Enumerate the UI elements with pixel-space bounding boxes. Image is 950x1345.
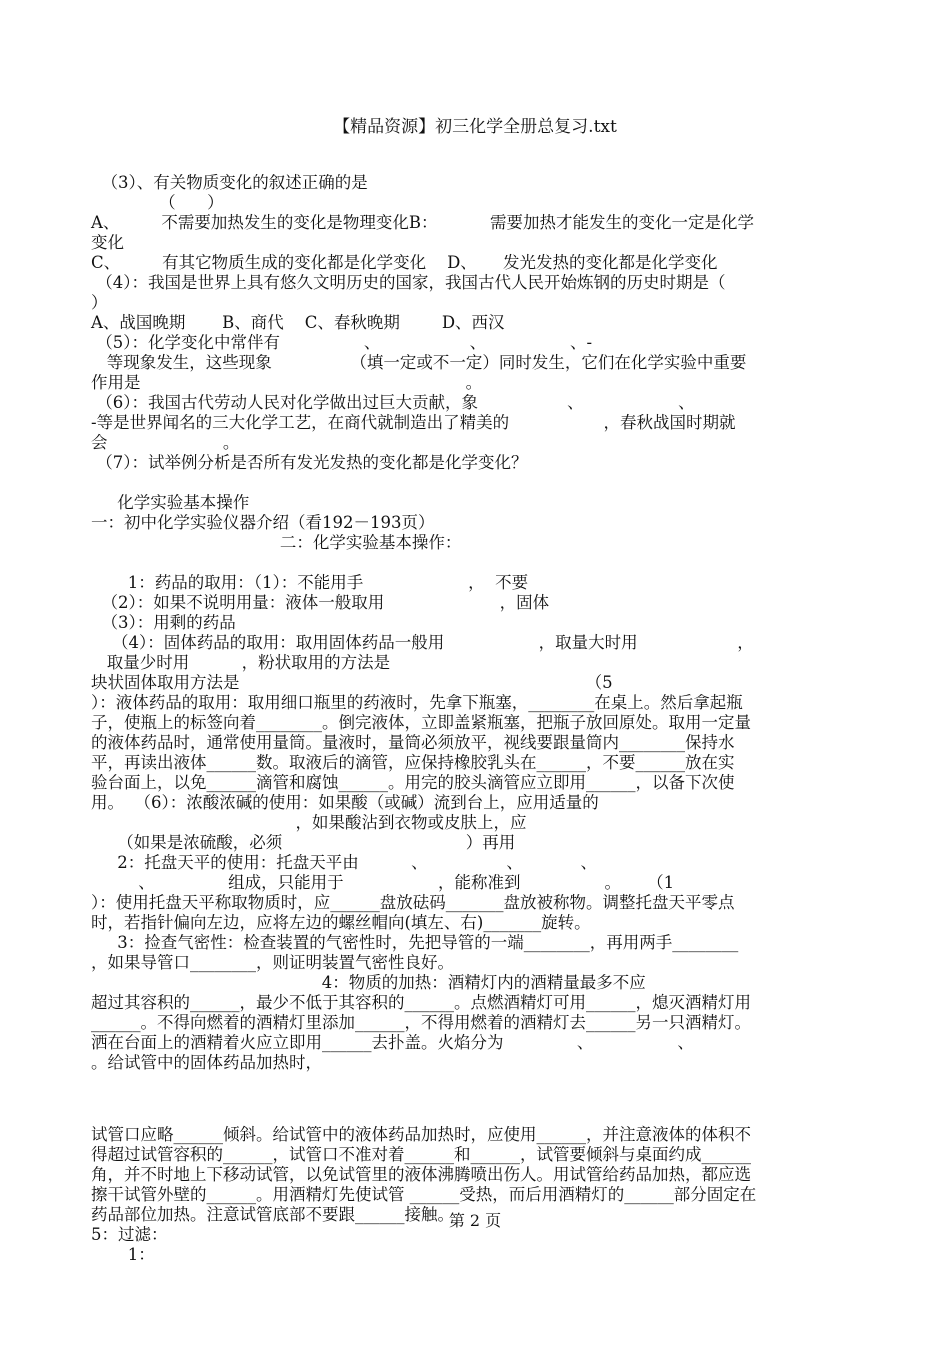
text-line: 变化	[91, 233, 124, 252]
text-line: 块状固体取用方法是 （5	[91, 673, 613, 692]
text-line: （4）：我国是世界上具有悠久文明历史的国家，我国古代人民开始炼钢的历史时期是（	[91, 273, 726, 292]
text-line: （5）：化学变化中常伴有 、 、 、-	[91, 333, 593, 352]
text-line: 试管口应略______倾斜。给试管中的液体药品加热时，应使用______，并注意液体的体积不	[91, 1125, 751, 1144]
text-line: 取量少时用 ，粉状取用的方法是	[91, 653, 391, 672]
text-line: 一：初中化学实验仪器介绍（看192－193页）	[91, 513, 435, 532]
text-line: ）：液体药品的取用：取用细口瓶里的药液时，先拿下瓶塞，________在桌上。然后拿起瓶	[91, 693, 743, 712]
section-heading: 化学实验基本操作	[91, 493, 250, 512]
text-line: 、 组成，只能用于 ，能称准到 。 （1	[91, 873, 675, 892]
text-line: 会 。	[91, 433, 240, 452]
text-line: 1：	[91, 1245, 155, 1264]
text-line: （6）：我国古代劳动人民对化学做出过巨大贡献，象 、 、	[91, 393, 695, 412]
text-line: ）	[91, 293, 108, 312]
text-line: -等是世界闻名的三大化学工艺，在商代就制造出了精美的 ，春秋战国时期就	[91, 413, 736, 432]
text-line: 5：过滤：	[91, 1225, 168, 1244]
text-line: 平，再读出液体______数。取液后的滴管，应保持橡胶乳头在______，不要______放在实	[91, 753, 735, 772]
document-title: 【精品资源】初三化学全册总复习.txt	[333, 117, 617, 137]
section-heading: 二：化学实验基本操作：	[91, 533, 462, 552]
text-line: A、 不需要加热发生的变化是物理变化B： 需要加热才能发生的变化一定是化学	[91, 213, 754, 232]
text-line: 的液体药品时，通常使用量筒。量液时，量筒必须放平，视线要跟量筒内________保持水	[91, 733, 735, 752]
text-line: （3）：用剩的药品	[91, 613, 236, 632]
text-line: 作用是 。	[91, 373, 483, 392]
text-line: 洒在台面上的酒精着火应立即用______去扑盖。火焰分为 、 、	[91, 1033, 694, 1052]
page-number: 第 2 页	[448, 1211, 502, 1230]
text-line: 得超过试管容积的______，试管口不准对着______和______，试管要倾斜与桌面约成______	[91, 1145, 751, 1164]
text-line: （7）：试举例分析是否所有发光发热的变化都是化学变化？	[91, 453, 528, 472]
text-line: （3）、有关物质变化的叙述正确的是	[91, 173, 368, 192]
text-line: （如果是浓硫酸，必须 ）再用	[91, 833, 516, 852]
text-line: 4：物质的加热：酒精灯内的酒精量最多不应	[91, 973, 646, 992]
text-line: ，如果酸沾到衣物或皮肤上，应	[91, 813, 527, 832]
text-line: ）：使用托盘天平称取物质时，应______盘放砝码_______盘放被称物。调整托盘天平零点	[91, 893, 735, 912]
text-line: 。给试管中的固体药品加热时，	[91, 1053, 322, 1072]
text-line: 2：托盘天平的使用：托盘天平由 、 、 、	[91, 853, 598, 872]
text-line: ______。不得向燃着的酒精灯里添加______，不得用燃着的酒精灯去______另一只酒精灯。	[91, 1013, 751, 1032]
text-line: A、战国晚期 B、商代 C、春秋晚期 D、西汉	[91, 313, 505, 332]
text-line: 擦干试管外壁的______。用酒精灯先使试管 ______受热，而后用酒精灯的______部分固定在	[91, 1185, 757, 1204]
text-line: （2）：如果不说明用量：液体一般取用 ，固体	[91, 593, 550, 612]
text-line: 用。 （6）：浓酸浓碱的使用：如果酸（或碱）流到台上，应用适量的	[91, 793, 599, 812]
line-spacer	[91, 473, 859, 493]
text-line: 3：捡查气密性：检查装置的气密性时，先把导管的一端________，再用两手________	[91, 933, 739, 952]
document-body	[91, 173, 859, 1265]
text-line: ，如果导管口________，则证明装置气密性良好。	[91, 953, 454, 972]
text-line: 药品部位加热。注意试管底部不要跟______接触。	[91, 1205, 454, 1224]
text-line: 等现象发生，这些现象 （填一定或不一定）同时发生，它们在化学实验中重要	[91, 353, 747, 372]
line-spacer	[91, 553, 859, 573]
text-line: 1：药品的取用：（1）：不能用手 ， 不要	[91, 573, 529, 592]
blank-space	[91, 1073, 859, 1125]
text-line: 超过其容积的______，最少不低于其容积的______。点燃酒精灯可用______，熄灭酒精灯用	[91, 993, 751, 1012]
text-line: （ ）	[91, 193, 224, 212]
text-line: 验台面上，以免______滴管和腐蚀______。用完的胶头滴管应立即用______，以备下次使	[91, 773, 735, 792]
text-line: 时，若指针偏向左边，应将左边的螺丝帽向(填左、右)_______旋转。	[91, 913, 591, 932]
text-line: 子，使瓶上的标签向着________。倒完液体，立即盖紧瓶塞，把瓶子放回原处。取用一定量	[91, 713, 751, 732]
text-line: （4）：固体药品的取用：取用固体药品一般用 ，取量大时用 ，	[91, 633, 754, 652]
text-line: 角，并不时地上下移动试管，以免试管里的液体沸腾喷出伤人。用试管给药品加热，都应选	[91, 1165, 751, 1184]
text-line: C、 有其它物质生成的变化都是化学变化 D、 发光发热的变化都是化学变化	[91, 253, 718, 272]
